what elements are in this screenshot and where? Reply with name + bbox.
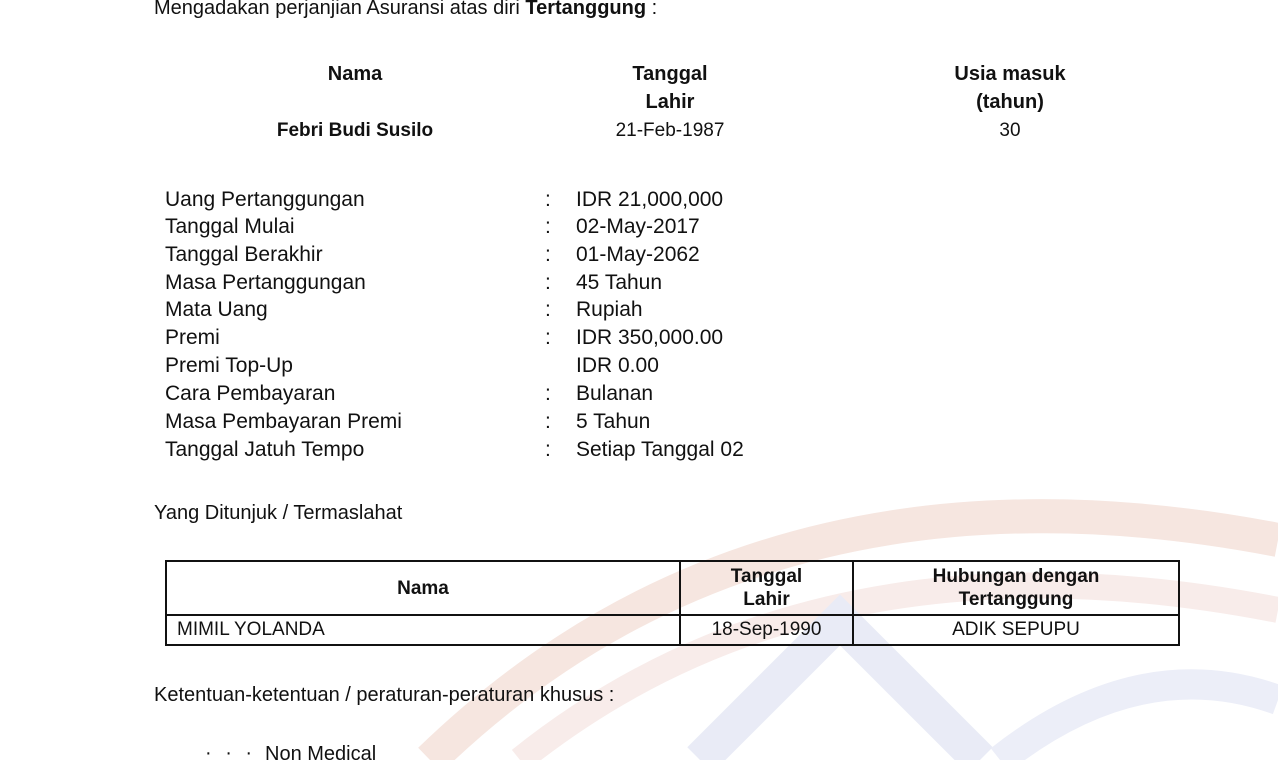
insured-birth-header-line2: Lahir (645, 91, 695, 113)
beneficiary-birth-date: 18-Sep-1990 (680, 615, 853, 645)
detail-value: IDR 350,000.00 (576, 326, 724, 349)
intro-insured-label: Tertanggung (525, 0, 647, 19)
detail-value: 02-May-2017 (576, 215, 700, 238)
detail-value: Rupiah (576, 298, 643, 321)
beneficiary-name-header-label: Nama (397, 577, 449, 599)
provisions-title: Ketentuan-ketentuan / peraturan-peraturan khusus : (154, 684, 615, 706)
detail-value: 01-May-2062 (576, 243, 700, 266)
insured-birth-header-line1: Tanggal (632, 63, 708, 85)
beneficiary-relation-header (853, 561, 1179, 615)
insured-age-header (880, 60, 1140, 116)
detail-colon: : (545, 298, 551, 321)
detail-label: Tanggal Mulai (165, 215, 295, 238)
beneficiary-relation: ADIK SEPUPU (853, 615, 1179, 645)
insured-birth-header (570, 60, 770, 116)
provision-bullet: · · · (205, 742, 257, 764)
intro-line (154, 0, 657, 20)
detail-label: Masa Pembayaran Premi (165, 410, 402, 433)
beneficiary-name-header (166, 561, 680, 615)
detail-colon: : (545, 215, 551, 238)
detail-value: IDR 0.00 (576, 354, 659, 377)
beneficiary-title: Yang Ditunjuk / Termaslahat (154, 502, 403, 524)
insured-entry-age: 30 (999, 120, 1021, 141)
intro-text: Mengadakan perjanjian Asuransi atas diri (154, 0, 520, 19)
detail-value: Setiap Tanggal 02 (576, 438, 744, 461)
detail-colon: : (545, 271, 551, 294)
detail-colon: : (545, 438, 551, 461)
detail-value: Bulanan (576, 382, 654, 405)
detail-value: IDR 21,000,000 (576, 188, 724, 211)
detail-label: Masa Pertanggungan (165, 271, 366, 294)
insured-name-header (255, 60, 455, 88)
detail-value: 45 Tahun (576, 271, 663, 294)
beneficiary-relation-header-line2: Tertanggung (958, 589, 1074, 610)
detail-colon: : (545, 188, 551, 211)
detail-colon: : (545, 326, 551, 349)
insured-name: Febri Budi Susilo (276, 120, 434, 141)
detail-colon: : (545, 410, 551, 433)
detail-label: Mata Uang (165, 298, 268, 321)
detail-label: Premi Top-Up (165, 354, 293, 377)
beneficiary-birth-header (680, 561, 853, 615)
beneficiary-relation-header-line1: Hubungan dengan (932, 566, 1100, 587)
beneficiary-header-row (166, 561, 1179, 615)
beneficiary-birth-header-line1: Tanggal (730, 566, 803, 587)
detail-label: Tanggal Jatuh Tempo (165, 438, 365, 461)
beneficiary-birth-header-line2: Lahir (743, 589, 790, 610)
insured-age-header-line2: (tahun) (976, 91, 1044, 113)
detail-colon: : (545, 243, 551, 266)
insured-age-header-line1: Usia masuk (954, 63, 1066, 85)
intro-suffix: : (646, 0, 658, 19)
beneficiary-table (165, 560, 1180, 646)
detail-label: Cara Pembayaran (165, 382, 336, 405)
insured-birth-date: 21-Feb-1987 (615, 120, 725, 141)
detail-label: Uang Pertanggungan (165, 188, 365, 211)
detail-value: 5 Tahun (576, 410, 651, 433)
detail-colon: : (545, 382, 551, 405)
table-row (166, 615, 1179, 645)
beneficiary-name: MIMIL YOLANDA (166, 615, 680, 645)
insured-name-header-label: Nama (327, 63, 383, 85)
detail-label: Tanggal Berakhir (165, 243, 323, 266)
provision-item: Non Medical (265, 743, 377, 765)
detail-label: Premi (165, 326, 220, 349)
